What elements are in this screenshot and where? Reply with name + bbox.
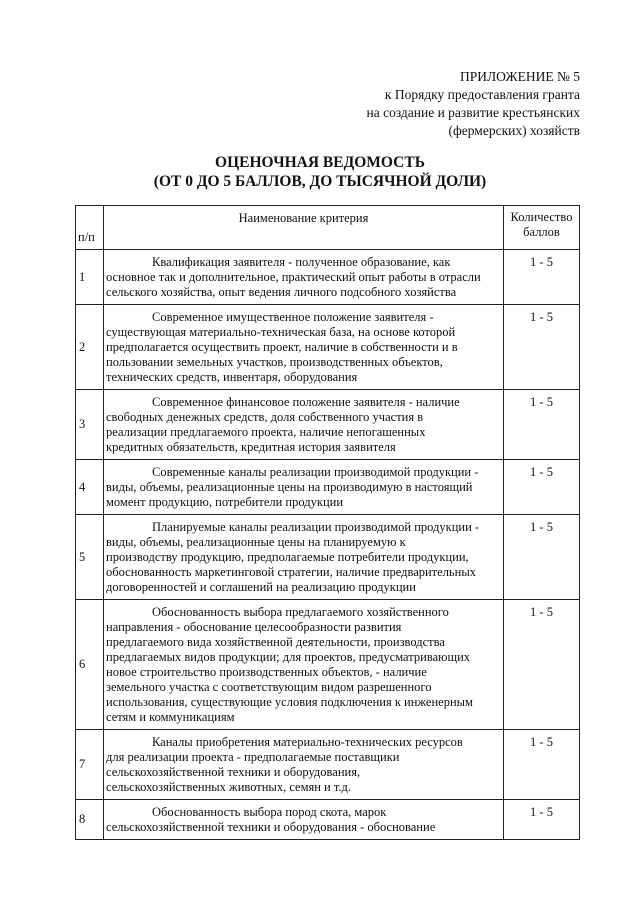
header-score-line: Количество [510, 210, 573, 224]
criterion-line [106, 310, 501, 325]
appendix-ref-line: (фермерских) хозяйств [448, 123, 580, 138]
criterion-line: виды, объемы, реализационные цены на планируемую к [106, 535, 406, 549]
title-subline: (ОТ 0 ДО 5 БАЛЛОВ, ДО ТЫСЯЧНОЙ ДОЛИ) [153, 173, 487, 190]
row-number: 6 [76, 600, 104, 730]
criterion-text: Современные каналы реализации производимой продукции - [152, 465, 479, 479]
row-number: 4 [76, 460, 104, 515]
criterion-line: для реализации проекта - предполагаемые поставщики [106, 750, 400, 764]
row-score: 1 - 5 [504, 730, 580, 800]
row-score: 1 - 5 [504, 800, 580, 840]
document-title [0, 153, 640, 191]
table-row [76, 460, 580, 515]
table-row [76, 305, 580, 390]
criterion-text: Квалификация заявителя - полученное образование, как [152, 255, 451, 269]
row-criterion [104, 390, 504, 460]
row-number: 7 [76, 730, 104, 800]
header-criterion: Наименование критерия [104, 206, 504, 250]
table-row [76, 800, 580, 840]
criterion-line [106, 735, 501, 750]
table-row [76, 250, 580, 305]
appendix-ref-line: к Порядку предоставления гранта [384, 87, 580, 102]
row-criterion [104, 800, 504, 840]
appendix-number: ПРИЛОЖЕНИЕ № 5 [459, 69, 580, 84]
row-score: 1 - 5 [504, 515, 580, 600]
criterion-line: виды, объемы, реализационные цены на производимую в настоящий [106, 480, 473, 494]
criterion-line [106, 520, 501, 535]
criterion-line: момент продукцию, потребители продукции [106, 495, 344, 509]
criterion-line: производству продукцию, предполагаемые потребители продукции, [106, 550, 469, 564]
criterion-line: сельскохозяйственной техники и оборудования - обоснование [106, 820, 436, 834]
criterion-line: реализации предлагаемого проекта, наличие непогашенных [106, 425, 426, 439]
row-number: 8 [76, 800, 104, 840]
criterion-line: сельскохозяйственной техники и оборудования, [106, 765, 361, 779]
row-criterion [104, 460, 504, 515]
criterion-text: Планируемые каналы реализации производимой продукции - [152, 520, 480, 534]
criterion-line [106, 805, 501, 820]
row-number: 1 [76, 250, 104, 305]
criterion-line [106, 465, 501, 480]
criterion-line: сельскохозяйственных животных, семян и т.д. [106, 780, 352, 794]
table-row [76, 730, 580, 800]
criterion-line: новое строительство производственных объектов, - наличие [106, 665, 427, 679]
row-number: 2 [76, 305, 104, 390]
appendix-header [366, 68, 580, 140]
criterion-line: кредитных обязательств, кредитная история заявителя [106, 440, 396, 454]
row-score: 1 - 5 [504, 390, 580, 460]
criterion-line [106, 255, 501, 270]
criterion-line: пользовании земельных участков, производственных объектов, [106, 355, 443, 369]
criterion-line: основное так и дополнительное, практический опыт работы в отрасли [106, 270, 481, 284]
criterion-line: использования, существующие условия подключения к инженерным [106, 695, 473, 709]
header-score-line: баллов [523, 225, 560, 239]
criterion-line: земельного участка с соответствующим видом разрешенного [106, 680, 432, 694]
criterion-line: сетям и коммуникациям [106, 710, 235, 724]
criterion-line: предлагаемого вида хозяйственной деятельности, производства [106, 635, 445, 649]
row-criterion [104, 250, 504, 305]
header-score [504, 206, 580, 250]
row-score: 1 - 5 [504, 460, 580, 515]
criterion-text: Современное финансовое положение заявителя - наличие [152, 395, 460, 409]
row-criterion [104, 600, 504, 730]
criterion-line [106, 605, 501, 620]
title-line: ОЦЕНОЧНАЯ ВЕДОМОСТЬ [215, 154, 425, 171]
table-row [76, 390, 580, 460]
appendix-ref-line: на создание и развитие крестьянских [366, 105, 580, 120]
row-criterion [104, 305, 504, 390]
row-criterion [104, 730, 504, 800]
row-criterion [104, 515, 504, 600]
criterion-line: предполагается осуществить проект, наличие в собственности и в [106, 340, 458, 354]
row-number: 5 [76, 515, 104, 600]
criterion-text: Современное имущественное положение заявителя - [152, 310, 434, 324]
row-score: 1 - 5 [504, 600, 580, 730]
criterion-line [106, 395, 501, 410]
row-number: 3 [76, 390, 104, 460]
criterion-text: Обоснованность выбора пород скота, марок [152, 805, 387, 819]
criterion-text: Обоснованность выбора предлагаемого хозяйственного [152, 605, 449, 619]
criterion-line: договоренностей и соглашений на реализацию продукции [106, 580, 416, 594]
criterion-line: направления - обоснование целесообразности развития [106, 620, 402, 634]
criterion-text: Каналы приобретения материально-технических ресурсов [152, 735, 463, 749]
row-score: 1 - 5 [504, 305, 580, 390]
criterion-line: обоснованность маркетинговой стратегии, наличие предварительных [106, 565, 476, 579]
criterion-line: существующая материально-техническая база, на основе которой [106, 325, 456, 339]
criterion-line: свободных денежных средств, доля собственного участия в [106, 410, 424, 424]
header-number: п/п [76, 206, 104, 250]
table-header-row [76, 206, 580, 250]
table-row [76, 600, 580, 730]
criterion-line: сельского хозяйства, опыт ведения личного подсобного хозяйства [106, 285, 457, 299]
row-score: 1 - 5 [504, 250, 580, 305]
criterion-line: технических средств, инвентаря, оборудования [106, 370, 358, 384]
criterion-line: предлагаемых видов продукции; для проектов, предусматривающих [106, 650, 471, 664]
table-row [76, 515, 580, 600]
criteria-table [75, 205, 580, 840]
